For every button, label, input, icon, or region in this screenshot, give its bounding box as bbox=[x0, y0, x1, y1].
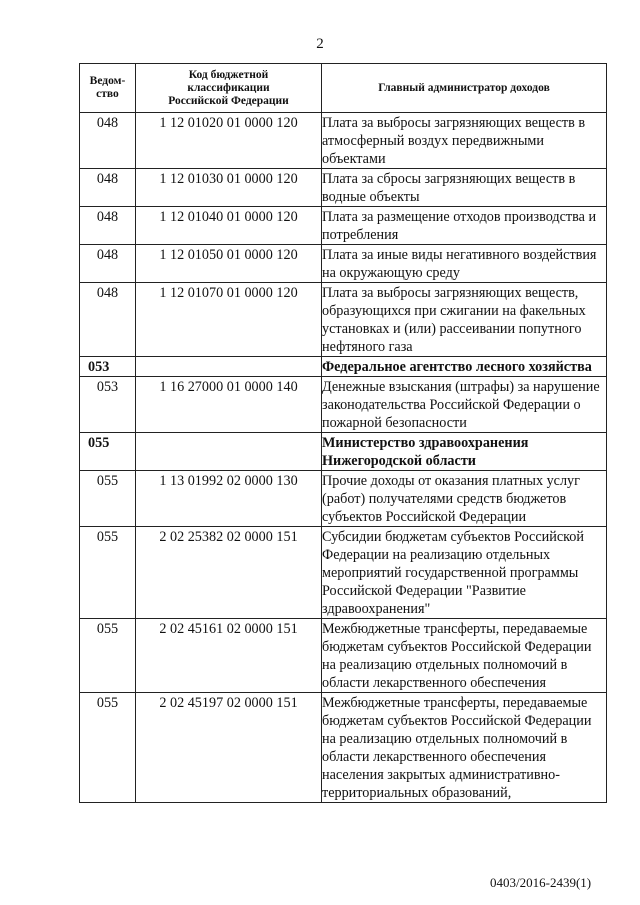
cell-code: 1 12 01020 01 0000 120 bbox=[136, 113, 322, 169]
cell-administrator: Министерство здравоохранения Нижегородской области bbox=[322, 433, 607, 471]
table-row bbox=[80, 245, 607, 283]
table-row-organization bbox=[80, 433, 607, 471]
table-row-organization bbox=[80, 357, 607, 377]
cell-code: 2 02 45197 02 0000 151 bbox=[136, 693, 322, 803]
table-header bbox=[80, 64, 607, 113]
cell-code bbox=[136, 433, 322, 471]
table-row bbox=[80, 207, 607, 245]
document-code: 0403/2016-2439(1) bbox=[490, 875, 592, 890]
table-body bbox=[80, 113, 607, 803]
cell-code: 1 12 01050 01 0000 120 bbox=[136, 245, 322, 283]
cell-administrator: Межбюджетные трансферты, передаваемые бюджетам субъектов Российской Федерации на реализацию отдельных полномочий в области лекарственного обеспечения bbox=[322, 619, 607, 693]
cell-administrator: Денежные взыскания (штрафы) за нарушение законодательства Российской Федерации о пожарной безопасности bbox=[322, 377, 607, 433]
cell-administrator: Плата за выбросы загрязняющих веществ в атмосферный воздух передвижными объектами bbox=[322, 113, 607, 169]
cell-department: 055 bbox=[80, 619, 136, 693]
cell-administrator: Плата за сбросы загрязняющих веществ в водные объекты bbox=[322, 169, 607, 207]
cell-administrator: Плата за иные виды негативного воздействия на окружающую среду bbox=[322, 245, 607, 283]
cell-code: 2 02 45161 02 0000 151 bbox=[136, 619, 322, 693]
table-row bbox=[80, 113, 607, 169]
cell-code: 1 12 01030 01 0000 120 bbox=[136, 169, 322, 207]
cell-department: 048 bbox=[80, 113, 136, 169]
cell-department: 048 bbox=[80, 207, 136, 245]
cell-department: 048 bbox=[80, 283, 136, 357]
cell-department: 053 bbox=[80, 357, 136, 377]
cell-department: 048 bbox=[80, 169, 136, 207]
cell-department: 055 bbox=[80, 693, 136, 803]
cell-department: 053 bbox=[80, 377, 136, 433]
cell-code: 1 16 27000 01 0000 140 bbox=[136, 377, 322, 433]
page-number: 2 bbox=[316, 36, 324, 52]
cell-code: 1 12 01070 01 0000 120 bbox=[136, 283, 322, 357]
table-row bbox=[80, 169, 607, 207]
cell-code: 1 12 01040 01 0000 120 bbox=[136, 207, 322, 245]
revenue-administrators-table bbox=[79, 63, 607, 803]
cell-administrator: Плата за размещение отходов производства и потребления bbox=[322, 207, 607, 245]
cell-administrator: Прочие доходы от оказания платных услуг (работ) получателями средств бюджетов субъектов Российской Федерации bbox=[322, 471, 607, 527]
table-row bbox=[80, 283, 607, 357]
header-department: Ведом- ство bbox=[80, 64, 136, 113]
table-row bbox=[80, 377, 607, 433]
cell-administrator: Плата за выбросы загрязняющих веществ, образующихся при сжигании на факельных установках и (или) рассеивании попутного нефтяного газа bbox=[322, 283, 607, 357]
cell-department: 055 bbox=[80, 471, 136, 527]
cell-department: 048 bbox=[80, 245, 136, 283]
table-row bbox=[80, 527, 607, 619]
header-administrator: Главный администратор доходов bbox=[322, 64, 607, 113]
table-row bbox=[80, 693, 607, 803]
cell-administrator: Межбюджетные трансферты, передаваемые бюджетам субъектов Российской Федерации на реализацию отдельных полномочий в области лекарственного обеспечения населения закрытых административно-территориальных образований, bbox=[322, 693, 607, 803]
table-row bbox=[80, 619, 607, 693]
cell-department: 055 bbox=[80, 433, 136, 471]
cell-code: 2 02 25382 02 0000 151 bbox=[136, 527, 322, 619]
header-code: Код бюджетной классификации Российской Федерации bbox=[136, 64, 322, 113]
cell-administrator: Субсидии бюджетам субъектов Российской Федерации на реализацию отдельных мероприятий государственной программы Российской Федерации "Развитие здравоохранения" bbox=[322, 527, 607, 619]
cell-department: 055 bbox=[80, 527, 136, 619]
cell-administrator: Федеральное агентство лесного хозяйства bbox=[322, 357, 607, 377]
cell-code bbox=[136, 357, 322, 377]
cell-code: 1 13 01992 02 0000 130 bbox=[136, 471, 322, 527]
table-row bbox=[80, 471, 607, 527]
